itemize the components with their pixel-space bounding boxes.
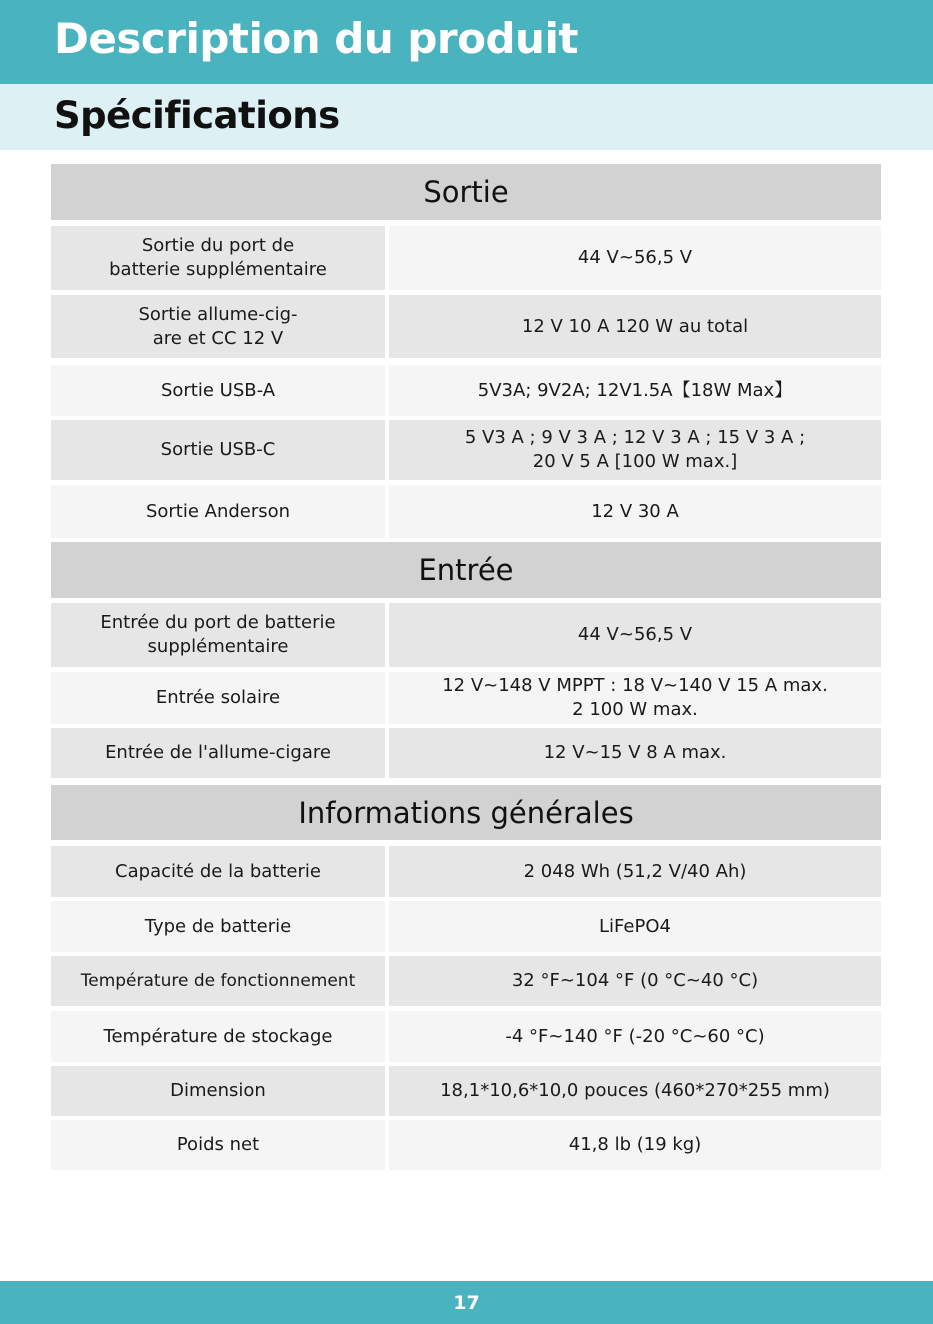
spec-value: 2 048 Wh (51,2 V/40 Ah)	[389, 846, 881, 897]
spec-label: Poids net	[51, 1120, 385, 1170]
spec-value: 18,1*10,6*10,0 pouces (460*270*255 mm)	[389, 1066, 881, 1116]
spec-label: Dimension	[51, 1066, 385, 1116]
spec-label: Sortie du port de batterie supplémentaire	[51, 226, 385, 290]
spec-value: 32 °F~104 °F (0 °C~40 °C)	[389, 956, 881, 1006]
footer-bar	[0, 1281, 933, 1324]
spec-value: 44 V~56,5 V	[389, 603, 881, 667]
spec-value: 12 V~15 V 8 A max.	[389, 728, 881, 778]
spec-value: LiFePO4	[389, 901, 881, 952]
spec-label: Sortie allume-cig- are et CC 12 V	[51, 295, 385, 358]
page-number: 17	[453, 1291, 480, 1314]
spec-value: 44 V~56,5 V	[389, 226, 881, 290]
page-title: Description du produit	[54, 14, 578, 63]
spec-label: Température de fonctionnement	[51, 956, 385, 1006]
spec-value: 12 V 10 A 120 W au total	[389, 295, 881, 358]
spec-value: 41,8 lb (19 kg)	[389, 1120, 881, 1170]
section-title-sortie: Sortie	[51, 164, 881, 220]
spec-label: Sortie Anderson	[51, 485, 385, 538]
spec-value: 12 V~148 V MPPT : 18 V~140 V 15 A max. 2 100 W max.	[389, 672, 881, 724]
spec-value: 5 V3 A ; 9 V 3 A ; 12 V 3 A ; 15 V 3 A ; 20 V 5 A [100 W max.]	[389, 420, 881, 480]
spec-label: Sortie USB-A	[51, 365, 385, 416]
spec-label: Capacité de la batterie	[51, 846, 385, 897]
spec-value: 5V3A; 9V2A; 12V1.5A【18W Max】	[389, 365, 881, 416]
spec-label: Type de batterie	[51, 901, 385, 952]
section-heading: Spécifications	[54, 94, 340, 137]
spec-value: 12 V 30 A	[389, 485, 881, 538]
spec-label: Température de stockage	[51, 1011, 385, 1062]
spec-label: Sortie USB-C	[51, 420, 385, 480]
subheader-bar	[0, 84, 933, 150]
header-bar	[0, 0, 933, 84]
spec-label: Entrée du port de batterie supplémentaire	[51, 603, 385, 667]
section-title-entree: Entrée	[51, 542, 881, 598]
spec-value: -4 °F~140 °F (-20 °C~60 °C)	[389, 1011, 881, 1062]
spec-label: Entrée solaire	[51, 672, 385, 724]
section-title-informations-generales: Informations générales	[51, 785, 881, 840]
spec-label: Entrée de l'allume-cigare	[51, 728, 385, 778]
